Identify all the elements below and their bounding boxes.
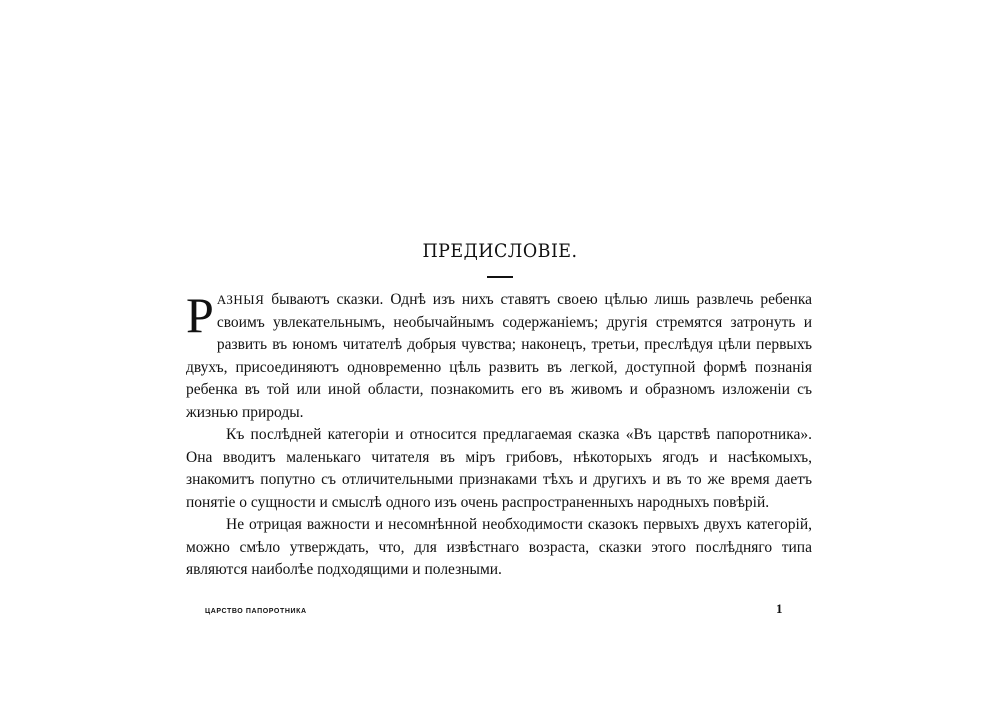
footer-signature-mark: 1: [776, 601, 783, 616]
drop-cap: Р: [186, 287, 214, 343]
paragraph-2: Къ послѣдней категоріи и относится предлагаемая сказка «Въ царствѣ папоротника». Она вводитъ маленькаго читателя въ міръ грибовъ, нѣкоторыхъ ягодъ и насѣкомыхъ, знакомитъ попутно съ отличительными признаками тѣхъ и другихъ и въ то же время даетъ понятіе о сущности и смыслѣ одного изъ очень распространенныхъ народныхъ повѣрій.: [186, 426, 812, 511]
title-rule: [487, 276, 513, 278]
paragraph-3: Не отрицая важности и несомнѣнной необходимости сказокъ первыхъ двухъ категорій, можно смѣло утверждать, что, для извѣстнаго возраста, сказки этого послѣдняго типа являются наиболѣе подходящими и полезными.: [186, 516, 812, 578]
page-title: ПРЕДИСЛОВІЕ.: [422, 240, 578, 262]
preface-body: [186, 289, 812, 582]
lead-word: АЗНЫЯ: [216, 292, 265, 307]
paragraph-1: [186, 289, 812, 424]
footer-book-title: ЦАРСТВО ПАПОРОТНИКА: [205, 608, 307, 615]
paragraph-1-text: бываютъ сказки. Однѣ изъ нихъ ставятъ своею цѣлью лишь развлечь ребенка своимъ увлекательнымъ, необычайнымъ содержаніемъ; другія стремятся затронуть и развить въ юномъ читателѣ добрыя чувства; наконецъ, третьи, преслѣдуя цѣли первыхъ двухъ, присоединяютъ одновременно цѣль развить въ легкой, доступной формѣ познанія ребенка въ той или иной области, познакомить его въ живомъ и образномъ изложеніи съ жизнью природы.: [186, 291, 812, 421]
